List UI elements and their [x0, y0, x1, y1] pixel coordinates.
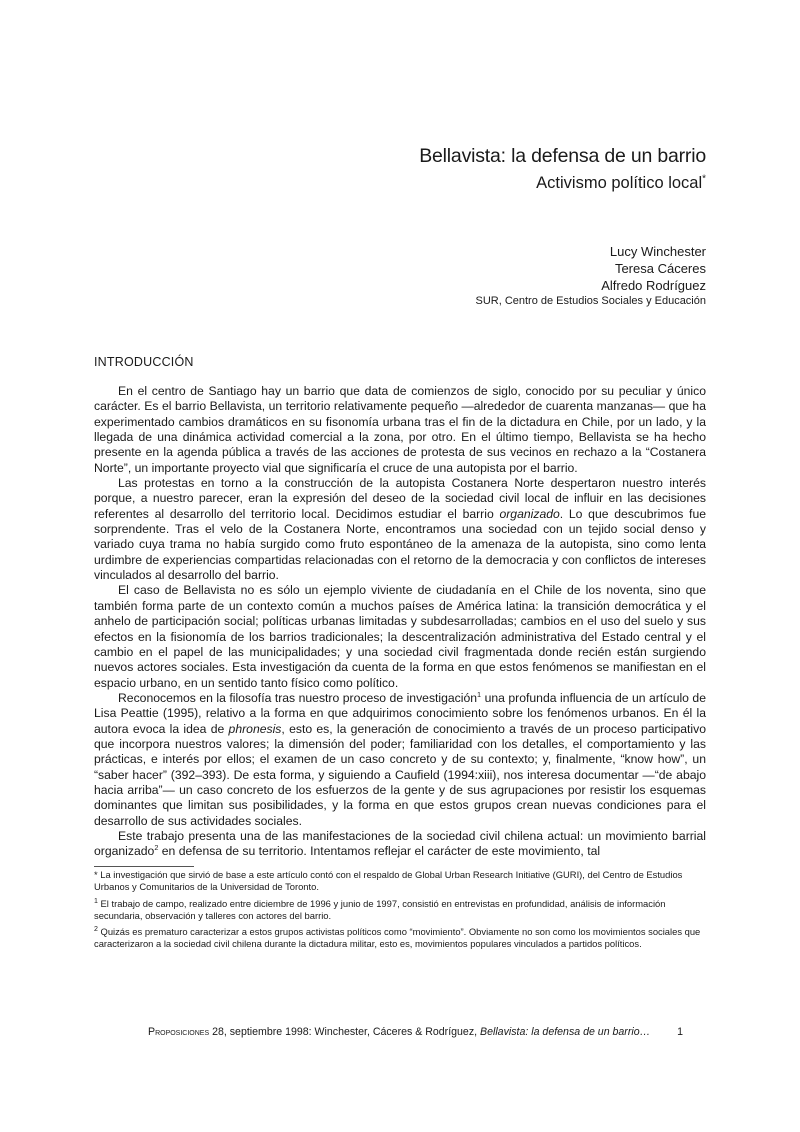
page-number: 1	[677, 1026, 683, 1038]
journal-name: Proposiciones	[148, 1026, 210, 1038]
paragraph-text: en defensa de su territorio. Intentamos reflejar el carácter de este movimiento, tal	[158, 844, 601, 859]
body-text	[94, 384, 706, 860]
paragraph-4	[94, 691, 706, 829]
author-name: Teresa Cáceres	[614, 261, 706, 276]
footnote-reference[interactable]: 2	[154, 843, 159, 853]
paragraph-text: El caso de Bellavista no es sólo un ejemplo viviente de ciudadanía en el Chile de los noventa, sino que también forma parte de un contexto común a muchos países de América latina: la transición democrática y el anhelo de participación social; políticas urbanas limitadas y subdesarrolladas; cambios en el uso del suelo y sus efectos en la fisionomía de los barrios tradicionales; la descentralización administrativa del Estado central y el cambio en el papel de las municipalidades; y una sociedad civil fragmentada donde recién están surgiendo nuevos actores sociales. Esta investigación da cuenta de la forma en que estos fenómenos se manifiestan en el espacio urbano, en un sentido tanto físico como político.	[94, 583, 706, 690]
paragraph-2	[94, 476, 706, 583]
footnote-2	[94, 926, 706, 951]
footnotes	[94, 869, 706, 955]
paragraph-text: Este trabajo presenta una de las manifestaciones de la sociedad civil chilena actual: un movimiento barrial organizado	[94, 828, 706, 859]
paragraph-text: Reconocemos en la filosofía tras nuestro proceso de investigación	[118, 690, 478, 705]
footnote-text: Quizás es prematuro caracterizar a estos grupos activistas políticos como “movimiento”. Obviamente no son como los movimientos sociales que caracterizaron a la sociedad civil chilena durante la dictadura militar, esto es, movimientos populares vinculados a partidos políticos.	[94, 926, 701, 950]
footnote-divider	[94, 866, 194, 867]
author-name: Alfredo Rodríguez	[601, 278, 706, 293]
paragraph-5	[94, 829, 706, 860]
footer-short-title: Bellavista: la defensa de un barrio…	[480, 1026, 651, 1038]
footnote-text: La investigación que sirvió de base a este artículo contó con el respaldo de Global Urban Research Initiative (GURI), del Centro de Estudios Urbanos y Comunitarios de la Universidad de Toronto.	[94, 869, 683, 893]
footnote-text: El trabajo de campo, realizado entre diciembre de 1996 y junio de 1997, consistió en entrevistas en profundidad, análisis de información secundaria, observación y talleres con actores del barrio.	[94, 897, 666, 921]
running-footer	[148, 1025, 708, 1039]
article-title: Bellavista: la defensa de un barrio	[419, 145, 706, 167]
paragraph-text: Las protestas en torno a la construcción de la autopista Costanera Norte despertaron nuestro interés porque, a nuestro parecer, eran la expresión del deseo de la sociedad civil local de influir en las decisiones referentes al desarrollo del territorio local. Decidimos estudiar el barrio	[94, 476, 706, 521]
footnote-reference[interactable]: 1	[477, 689, 482, 699]
footnote-mark: 2	[94, 926, 98, 934]
title-block	[419, 144, 706, 194]
author-block	[475, 243, 706, 309]
paragraph-text: una profunda influencia de un artículo de Lisa Peattie (1995), relativo a la forma en que adquirimos conocimiento sobre los fenómenos urbanos. En él la autora evoca la idea de	[94, 690, 706, 736]
footnote-1	[94, 898, 706, 923]
article-subtitle	[419, 172, 706, 194]
footnote-mark: 1	[94, 897, 98, 905]
author-name: Lucy Winchester	[609, 244, 706, 259]
author-affiliation: SUR, Centro de Estudios Sociales y Educación	[475, 295, 706, 307]
emphasis-text: organizado	[499, 506, 560, 521]
subtitle-text: Activismo político local	[536, 174, 703, 192]
paragraph-text: . Lo que descubrimos fue sorprendente. Tras el velo de la Costanera Norte, encontramos una sociedad con un tejido social denso y variado cuya trama no había surgido como fruto espontáneo de la amenaza de la autopista, sino como lenta urdimbre de experiencias compartidas relacionadas con el retorno de la democracia y con conflictos de intereses vinculados al desarrollo del barrio.	[94, 506, 707, 583]
section-heading: INTRODUCCIÓN	[94, 355, 194, 369]
paragraph-text: , esto es, la generación de conocimiento a través de un proceso participativo que incorpora nuestros valores; la dimensión del poder; familiaridad con los detalles, el comportamiento y las prácticas, e interés por ellos; el examen de un caso concreto y de su contexto; y, finalmente, “know how”, un “saber hacer” (392–393). De esta forma, y siguiendo a Caufield (1994:xiii), nos interesa documentar —“de abajo hacia arriba”— un caso concreto de los esfuerzos de la gente y de sus agrupaciones por resistir los esquemas dominantes que limitan sus posibilidades, y la forma en que estos grupos crean nuevas condiciones para el desarrollo de sus actividades sociales.	[94, 721, 707, 828]
paragraph-1	[94, 384, 706, 476]
footer-citation: 28, septiembre 1998: Winchester, Cáceres & Rodríguez,	[209, 1026, 481, 1038]
footnote-mark: *	[94, 869, 98, 880]
footnote-star	[94, 869, 706, 894]
emphasis-text: phronesis	[228, 721, 282, 736]
subtitle-footnote-mark: *	[702, 173, 706, 185]
paragraph-text: En el centro de Santiago hay un barrio que data de comienzos de siglo, conocido por su peculiar y único carácter. Es el barrio Bellavista, un territorio relativamente pequeño —alrededor de cuarenta manzanas— que ha experimentado cambios dramáticos en su fisonomía urbana tras el fin de la dictadura en Chile, por un lado, y la llegada de una dinámica actividad comercial a la zona, por otro. En el último tiempo, Bellavista se ha hecho presente en la agenda pública a través de las acciones de protesta de sus vecinos en rechazo a la “Costanera Norte”, un importante proyecto vial que significaría el cruce de una autopista por el barrio.	[94, 384, 706, 475]
paragraph-3	[94, 583, 706, 690]
